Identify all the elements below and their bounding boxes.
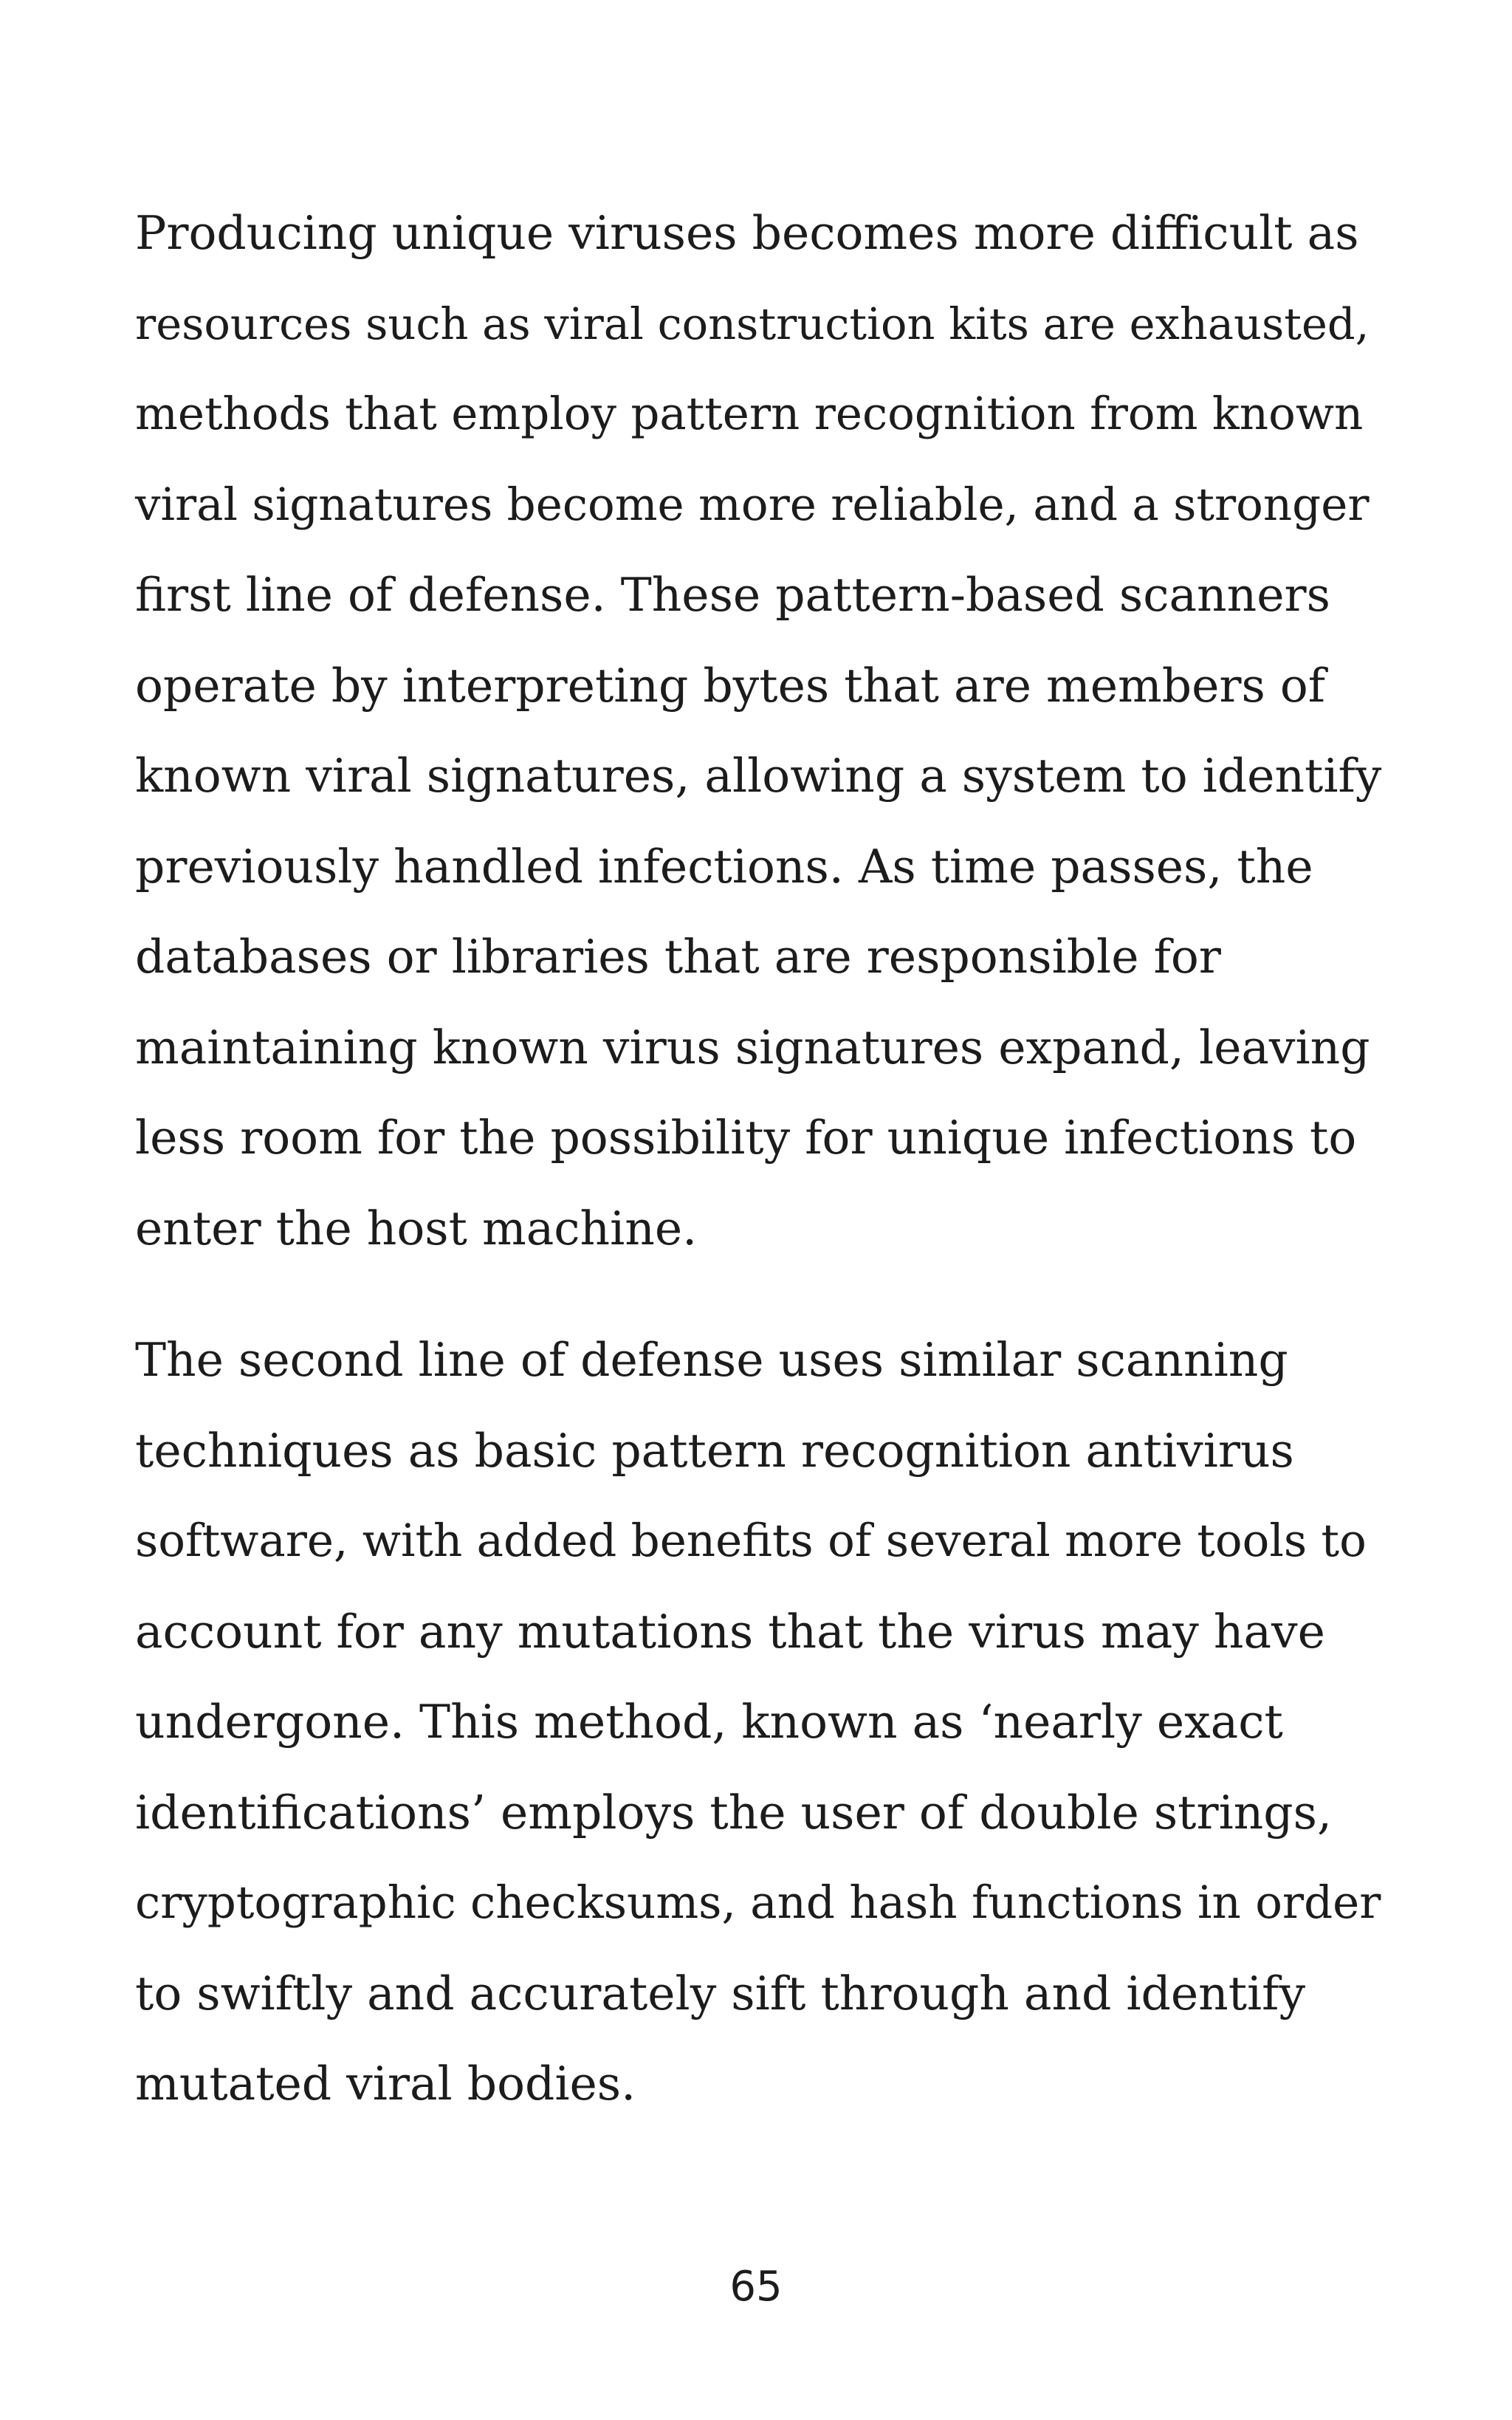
page-number: 65 xyxy=(729,2263,783,2311)
text-line: less room for the possibility for unique infections to xyxy=(135,1111,1357,1165)
text-line: known viral signatures, allowing a system to identify xyxy=(135,749,1382,803)
text-line: The second line of defense uses similar scanning xyxy=(135,1333,1288,1387)
text-line: maintaining known virus signatures expand, leaving xyxy=(135,1020,1370,1074)
text-line: account for any mutations that the virus may have xyxy=(135,1604,1325,1659)
text-line: databases or libraries that are responsible for xyxy=(135,930,1221,984)
text-line: mutated viral bodies. xyxy=(135,2057,636,2111)
paragraph-2 xyxy=(135,1315,1383,2130)
text-line: cryptographic checksums, and hash functions in order xyxy=(135,1876,1381,1929)
text-line: Producing unique viruses becomes more difficult as xyxy=(135,206,1359,260)
text-line: viral signatures become more reliable, and a stronger xyxy=(135,478,1370,531)
text-line: first line of defense. These pattern-based scanners xyxy=(135,568,1330,622)
text-line: methods that employ pattern recognition from known xyxy=(135,388,1364,440)
text-line: identifications’ employs the user of double strings, xyxy=(135,1785,1332,1840)
text-line: software, with added benefits of several more tools to xyxy=(135,1515,1367,1567)
page-body xyxy=(135,188,1383,2130)
text-line: previously handled infections. As time passes, the xyxy=(135,839,1313,894)
text-line: to swiftly and accurately sift through and identify xyxy=(135,1966,1306,2020)
text-line: resources such as viral construction kits are exhausted, xyxy=(135,298,1370,349)
paragraph-1 xyxy=(135,188,1383,1274)
text-line: enter the host machine. xyxy=(135,1201,698,1255)
text-line: operate by interpreting bytes that are members of xyxy=(135,658,1326,713)
text-line: techniques as basic pattern recognition antivirus xyxy=(135,1423,1294,1478)
text-line: undergone. This method, known as ‘nearly exact xyxy=(135,1695,1283,1749)
